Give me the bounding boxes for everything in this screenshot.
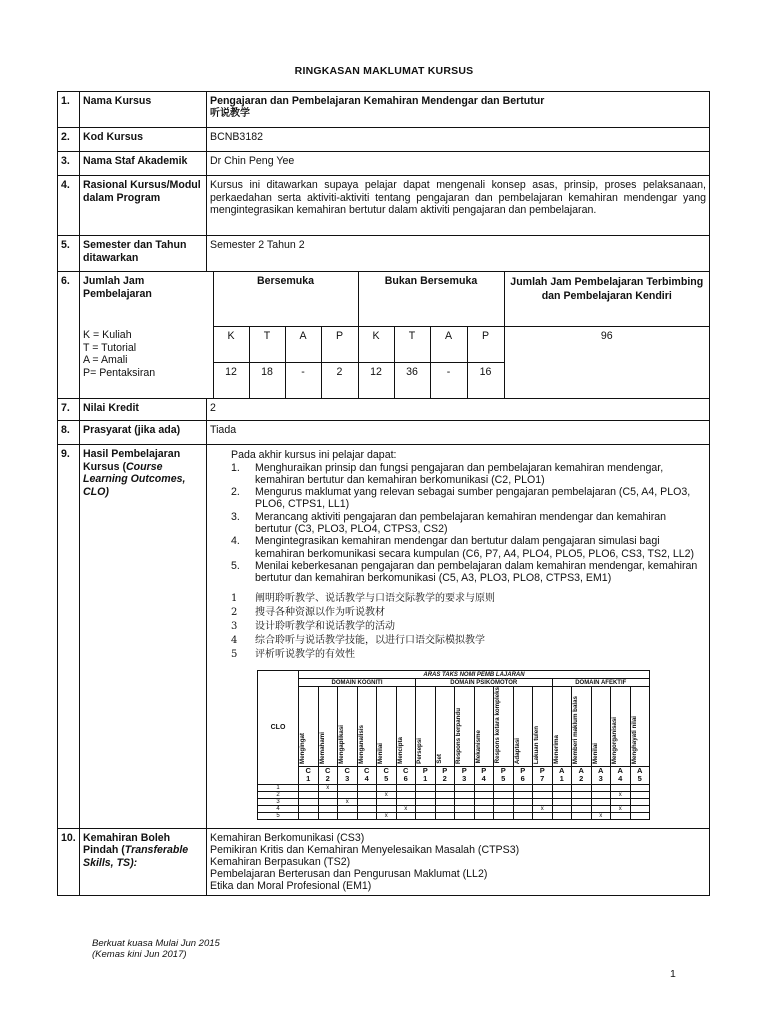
- matrix-row: [258, 812, 650, 819]
- clo-item: [231, 535, 703, 560]
- matrix-mark: [630, 805, 650, 812]
- row-number: 10.: [58, 828, 80, 895]
- row-label: Prasyarat (jika ada): [80, 421, 207, 445]
- matrix-mark: x: [377, 791, 397, 798]
- matrix-mark: x: [318, 784, 338, 791]
- clo-item-zh: [231, 606, 703, 620]
- matrix-level: [552, 687, 572, 766]
- matrix-mark: [494, 805, 514, 812]
- matrix-mark: [318, 812, 338, 819]
- clo-text-zh: 设计聆听教学和说话教学的活动: [255, 621, 395, 633]
- course-name-value: Pengajaran dan Pembelajaran Kemahiran Mendengar dan Bertutur 听说教学: [207, 92, 710, 128]
- matrix-mark: [455, 812, 475, 819]
- clo-text: Merancang aktiviti pengajaran dan pembelajaran kemahiran mendengar dan kemahiran bertutur (C3, PLO3, PLO4, CTPS3, CS2): [255, 510, 667, 535]
- col-t: T: [394, 326, 430, 362]
- matrix-mark: [630, 784, 650, 791]
- clo-text-zh: 综合聆听与说话教学技能，以进行口语交际模拟教学: [255, 635, 485, 647]
- matrix-mark: [318, 805, 338, 812]
- matrix-mark: [572, 805, 592, 812]
- clo-number: 1: [231, 593, 238, 605]
- matrix-clo-label: CLO: [258, 671, 299, 784]
- clo-list-zh: [231, 592, 703, 662]
- clo-number: 1.: [231, 461, 240, 474]
- matrix-mark: [513, 798, 533, 805]
- matrix-mark: [474, 784, 494, 791]
- matrix-domain: DOMAIN KOGNITI: [299, 679, 416, 687]
- matrix-domain-row: [258, 679, 650, 687]
- clo-item: [231, 486, 703, 511]
- matrix-mark: [299, 798, 319, 805]
- matrix-mark: [416, 805, 436, 812]
- row-label: Rasional Kursus/Modul dalam Program: [80, 176, 207, 236]
- clo-text: Menghuraikan prinsip dan fungsi pengajaran dan pembelajaran kemahiran mendengar, kemahiran bertutur dan kemahiran berkomunikasi (C2, PLO1): [255, 461, 664, 486]
- clo-item-zh: [231, 592, 703, 606]
- row-prerequisite: [58, 421, 710, 445]
- col-a: A: [285, 326, 321, 362]
- matrix-mark: [474, 805, 494, 812]
- col-k: K: [213, 326, 249, 362]
- matrix-level: [630, 687, 650, 766]
- clo-text: Mengurus maklumat yang relevan sebagai sumber pengajaran pembelajaran (C5, A4, PLO3, PLO6, CTPS1, LL1): [255, 486, 691, 511]
- matrix-mark: [533, 798, 553, 805]
- kendiri-header: Jumlah Jam Pembelajaran Terbimbing dan Pembelajaran Kendiri: [504, 272, 709, 326]
- matrix-mark: [338, 812, 358, 819]
- matrix-code: A 5: [630, 766, 650, 784]
- matrix-level-label: Respons ketara kompleks: [494, 687, 501, 764]
- matrix-level: [318, 687, 338, 766]
- hours-table: [80, 272, 709, 398]
- matrix-code: P 6: [513, 766, 533, 784]
- matrix-row: [258, 791, 650, 798]
- row-number: 1.: [58, 92, 80, 128]
- matrix-domain: DOMAIN AFEKTIF: [552, 679, 650, 687]
- page-number: 1: [670, 968, 676, 980]
- matrix-level: [455, 687, 475, 766]
- matrix-mark: [318, 798, 338, 805]
- matrix-level: [533, 687, 553, 766]
- matrix-level-label: Set: [435, 754, 443, 764]
- matrix-mark: [416, 791, 436, 798]
- clo-text: Mengintegrasikan kemahiran mendengar dan bertutur dalam pengajaran simulasi bagi kemahiran berkomunikasi secara kumpulan (C6, P7, A4, PLO4, PLO5, PLO6, CS3, TS2, LL2): [255, 535, 695, 560]
- matrix-mark: [494, 784, 514, 791]
- clo-mapping-matrix: [257, 670, 650, 819]
- matrix-level-label: Memahami: [318, 731, 326, 764]
- matrix-code: A 2: [572, 766, 592, 784]
- matrix-mark: x: [533, 805, 553, 812]
- clo-cell: [207, 445, 710, 829]
- matrix-row: [258, 784, 650, 791]
- matrix-mark: [377, 784, 397, 791]
- bersemuka-header: Bersemuka: [213, 272, 358, 326]
- clo-list: [231, 462, 703, 585]
- col-a: A: [430, 326, 467, 362]
- matrix-mark: [630, 812, 650, 819]
- skill-item: Kemahiran Berpasukan (TS2): [210, 855, 351, 868]
- row-learning-hours: [58, 272, 710, 399]
- row-number: 8.: [58, 421, 80, 445]
- clo-item: [231, 511, 703, 536]
- matrix-mark: [494, 798, 514, 805]
- matrix-mark: [318, 791, 338, 798]
- matrix-mark: [455, 798, 475, 805]
- row-semester: [58, 236, 710, 272]
- matrix-mark: [396, 791, 416, 798]
- row-clo: [58, 445, 710, 829]
- matrix-code-row: [258, 766, 650, 784]
- matrix-mark: [533, 812, 553, 819]
- matrix-level: [572, 687, 592, 766]
- matrix-code: C 1: [299, 766, 319, 784]
- row-number: 5.: [58, 236, 80, 272]
- matrix-mark: [494, 791, 514, 798]
- matrix-mark: [591, 791, 611, 798]
- matrix-mark: [494, 812, 514, 819]
- clo-number: 4: [231, 635, 238, 647]
- matrix-mark: [435, 798, 455, 805]
- matrix-row-clo: 5: [258, 812, 299, 819]
- hours-label: Jumlah Jam Pembelajaran: [80, 272, 213, 326]
- matrix-mark: [552, 805, 572, 812]
- row-number: 9.: [58, 445, 80, 829]
- matrix-mark: [552, 812, 572, 819]
- clo-item: [231, 462, 703, 487]
- clo-number: 5.: [231, 559, 240, 572]
- matrix-level-label: Respons berpandu: [455, 707, 462, 764]
- matrix-level: [494, 687, 514, 766]
- matrix-level: [474, 687, 494, 766]
- col-p: P: [321, 326, 358, 362]
- matrix-level-label: Menghayati nilai: [630, 715, 638, 764]
- val-p: 2: [321, 362, 358, 398]
- matrix-mark: [396, 812, 416, 819]
- kendiri-total: 96: [504, 326, 709, 398]
- matrix-mark: [357, 791, 377, 798]
- matrix-mark: [552, 791, 572, 798]
- matrix-header: ARAS TAKS NOMI PEMB LAJARAN: [299, 671, 650, 679]
- matrix-mark: [591, 805, 611, 812]
- matrix-row-clo: 1: [258, 784, 299, 791]
- val-p: 16: [467, 362, 504, 398]
- matrix-mark: [435, 791, 455, 798]
- bukan-bersemuka-header: Bukan Bersemuka: [358, 272, 504, 326]
- matrix-mark: [435, 805, 455, 812]
- matrix-row-clo: 4: [258, 805, 299, 812]
- matrix-mark: x: [338, 798, 358, 805]
- matrix-mark: [474, 798, 494, 805]
- clo-number: 3.: [231, 510, 240, 523]
- matrix-mark: [396, 784, 416, 791]
- matrix-code: A 4: [611, 766, 631, 784]
- matrix-level-label: Mencipta: [396, 737, 404, 764]
- matrix-mark: [513, 791, 533, 798]
- matrix-level-label: Menerima: [552, 734, 560, 764]
- matrix-code: P 2: [435, 766, 455, 784]
- matrix-mark: [513, 805, 533, 812]
- matrix-mark: [299, 805, 319, 812]
- matrix-mark: [630, 798, 650, 805]
- val-a: -: [430, 362, 467, 398]
- matrix-mark: [338, 791, 358, 798]
- matrix-mark: [533, 791, 553, 798]
- row-label: Kemahiran Boleh Pindah (Transferable Skills, TS):: [80, 828, 207, 895]
- matrix-mark: [455, 784, 475, 791]
- matrix-mark: [474, 812, 494, 819]
- row-number: 7.: [58, 399, 80, 421]
- matrix-level: [591, 687, 611, 766]
- matrix-mark: [435, 784, 455, 791]
- matrix-mark: [455, 791, 475, 798]
- matrix-mark: [396, 798, 416, 805]
- matrix-level: [416, 687, 436, 766]
- matrix-row-clo: 2: [258, 791, 299, 798]
- clo-item-zh: [231, 648, 703, 662]
- matrix-mark: [611, 812, 631, 819]
- matrix-mark: [357, 812, 377, 819]
- footer-note: Berkuat kuasa Mulai Jun 2015 (Kemas kini Jun 2017): [92, 938, 220, 960]
- val-t: 18: [249, 362, 285, 398]
- row-label: Nama Kursus: [80, 92, 207, 128]
- matrix-mark: [611, 784, 631, 791]
- matrix-code: C 5: [377, 766, 397, 784]
- matrix-mark: [299, 784, 319, 791]
- matrix-mark: [455, 805, 475, 812]
- matrix-mark: [435, 812, 455, 819]
- matrix-level: [396, 687, 416, 766]
- matrix-level-label: Memberi maklum balas: [572, 695, 579, 764]
- matrix-code: A 3: [591, 766, 611, 784]
- matrix-level: [611, 687, 631, 766]
- matrix-mark: [572, 791, 592, 798]
- matrix-mark: x: [396, 805, 416, 812]
- matrix-code: C 4: [357, 766, 377, 784]
- matrix-level: [357, 687, 377, 766]
- page-title: RINGKASAN MAKLUMAT KURSUS: [294, 65, 474, 77]
- matrix-mark: [572, 798, 592, 805]
- matrix-level: [435, 687, 455, 766]
- matrix-code: P 1: [416, 766, 436, 784]
- row-label: Hasil Pembelajaran Kursus (Course Learning Outcomes, CLO): [80, 445, 207, 829]
- matrix-mark: [591, 798, 611, 805]
- matrix-mark: [299, 791, 319, 798]
- matrix-mark: [611, 798, 631, 805]
- matrix-code: P 3: [455, 766, 475, 784]
- matrix-level-label: Mekanisme: [474, 730, 482, 764]
- matrix-mark: x: [611, 805, 631, 812]
- row-label: Kod Kursus: [80, 128, 207, 152]
- matrix-header-row: [258, 671, 650, 679]
- clo-text-zh: 搜寻各种资源以作为听说教材: [255, 607, 385, 619]
- matrix-row: [258, 805, 650, 812]
- row-number: 3.: [58, 152, 80, 176]
- matrix-mark: [513, 784, 533, 791]
- row-credit: [58, 399, 710, 421]
- matrix-code: A 1: [552, 766, 572, 784]
- matrix-mark: [377, 798, 397, 805]
- clo-item-zh: [231, 634, 703, 648]
- matrix-mark: [591, 784, 611, 791]
- clo-text: Menilai keberkesanan pengajaran dan pembelajaran dalam kemahiran mendengar, kemahiran bertutur dan kemahiran berkomunikasi (C5, A3, PLO3, PLO8, CTPS3, EM1): [255, 559, 698, 585]
- clo-intro: Pada akhir kursus ini pelajar dapat:: [231, 449, 397, 461]
- clo-item-zh: [231, 620, 703, 634]
- matrix-mark: [357, 805, 377, 812]
- matrix-mark: [552, 798, 572, 805]
- matrix-level: [338, 687, 358, 766]
- matrix-code: P 7: [533, 766, 553, 784]
- clo-text-zh: 阐明聆听教学、说话教学与口语交际教学的要求与原则: [255, 593, 495, 605]
- clo-number: 2: [231, 607, 238, 619]
- row-course-code: [58, 128, 710, 152]
- matrix-mark: x: [591, 812, 611, 819]
- col-p: P: [467, 326, 504, 362]
- col-t: T: [249, 326, 285, 362]
- matrix-mark: [357, 784, 377, 791]
- row-label: Nama Staf Akademik: [80, 152, 207, 176]
- matrix-mark: [377, 805, 397, 812]
- rationale-value: Kursus ini ditawarkan supaya pelajar dapat mengenali konsep asas, prinsip, proses pelaksanaan, perkaedahan serta aktiviti-aktiviti tentang pengajaran dan pembelajaran kemahiran mendengar yang mengintegrasikan kemahiran bertutur dalam aktiviti pengajaran dan pembelajaran.: [207, 176, 710, 236]
- clo-number: 3: [231, 621, 238, 633]
- matrix-level: [513, 687, 533, 766]
- matrix-mark: [338, 805, 358, 812]
- row-course-name: [58, 92, 710, 128]
- matrix-code: C 3: [338, 766, 358, 784]
- matrix-level-label: Menilai: [591, 742, 599, 764]
- prerequisite-value: Tiada: [207, 421, 710, 445]
- row-number: 2.: [58, 128, 80, 152]
- matrix-mark: [572, 812, 592, 819]
- val-k: 12: [358, 362, 394, 398]
- matrix-mark: [416, 812, 436, 819]
- matrix-mark: [416, 798, 436, 805]
- matrix-mark: [357, 798, 377, 805]
- clo-item: [231, 560, 703, 585]
- matrix-mark: [533, 784, 553, 791]
- row-label: Nilai Kredit: [80, 399, 207, 421]
- matrix-level-row: [258, 687, 650, 766]
- col-k: K: [358, 326, 394, 362]
- hours-legend: K = Kuliah T = Tutorial A = Amali P= Pentaksiran: [80, 326, 213, 398]
- matrix-mark: [474, 791, 494, 798]
- matrix-row-clo: 3: [258, 798, 299, 805]
- row-number: 4.: [58, 176, 80, 236]
- skill-item: Pembelajaran Berterusan dan Pengurusan Maklumat (LL2): [210, 867, 488, 880]
- matrix-level-label: Mengaplikasi: [338, 724, 345, 764]
- skill-item: Etika dan Moral Profesional (EM1): [210, 879, 372, 892]
- matrix-level-label: Lakuan tulen: [533, 725, 540, 764]
- row-transferable-skills: [58, 828, 710, 895]
- matrix-domain: DOMAIN PSIKOMOTOR: [416, 679, 553, 687]
- matrix-mark: [299, 812, 319, 819]
- matrix-level: [377, 687, 397, 766]
- learning-hours-cell: [80, 272, 710, 399]
- clo-number: 4.: [231, 535, 240, 548]
- matrix-mark: x: [377, 812, 397, 819]
- matrix-mark: [338, 784, 358, 791]
- matrix-level-label: Adaptasi: [513, 737, 521, 764]
- matrix-mark: [513, 812, 533, 819]
- clo-number: 5: [231, 649, 238, 661]
- matrix-level-label: Persepsi: [416, 738, 423, 764]
- matrix-level-label: Menganalisis: [357, 724, 365, 764]
- clo-text-zh: 评析听说教学的有效性: [255, 649, 355, 661]
- matrix-code: C 2: [318, 766, 338, 784]
- skill-item: Pemikiran Kritis dan Kemahiran Menyelesaikan Masalah (CTPS3): [210, 843, 520, 856]
- matrix-code: P 4: [474, 766, 494, 784]
- row-rationale: [58, 176, 710, 236]
- matrix-mark: [572, 784, 592, 791]
- matrix-level: [299, 687, 319, 766]
- course-code-value: BCNB3182: [207, 128, 710, 152]
- row-label: Semester dan Tahun ditawarkan: [80, 236, 207, 272]
- val-t: 36: [394, 362, 430, 398]
- clo-number: 2.: [231, 486, 240, 499]
- val-a: -: [285, 362, 321, 398]
- staff-value: Dr Chin Peng Yee: [207, 152, 710, 176]
- matrix-row: [258, 798, 650, 805]
- matrix-code: P 5: [494, 766, 514, 784]
- matrix-mark: [416, 784, 436, 791]
- matrix-level-label: Menilai: [377, 742, 384, 764]
- row-number: 6.: [58, 272, 80, 399]
- matrix-mark: [630, 791, 650, 798]
- val-k: 12: [213, 362, 249, 398]
- credit-value: 2: [207, 399, 710, 421]
- row-staff: [58, 152, 710, 176]
- transferable-skills-list: [207, 828, 710, 895]
- matrix-level-label: Mengingat: [299, 732, 306, 764]
- semester-value: Semester 2 Tahun 2: [207, 236, 710, 272]
- course-info-table: [57, 91, 710, 896]
- matrix-code: C 6: [396, 766, 416, 784]
- matrix-mark: x: [611, 791, 631, 798]
- skill-item: Kemahiran Berkomunikasi (CS3): [210, 831, 365, 844]
- matrix-mark: [552, 784, 572, 791]
- matrix-level-label: Mengorganisasi: [611, 716, 618, 764]
